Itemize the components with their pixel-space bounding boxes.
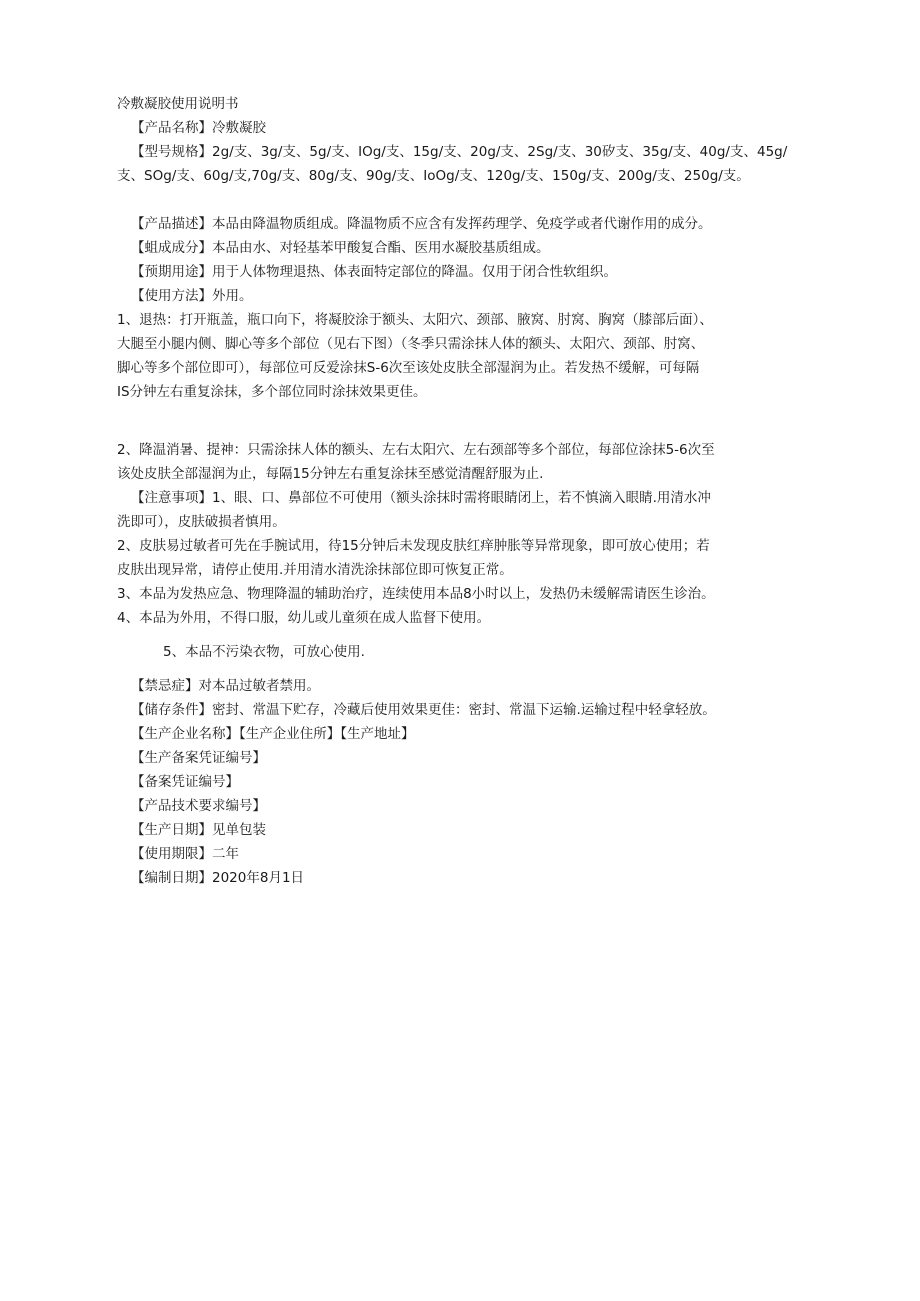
production-date: 【生产日期】见单包装 [131, 822, 266, 838]
product-name: 【产品名称】冷敷凝胶 [131, 120, 266, 136]
usage-step-1-line: IS分钟左右重复涂抹，多个部位同时涂抹效果更佳。 [117, 384, 427, 400]
compiled-date: 【编制日期】2020年8月1日 [131, 870, 305, 886]
precaution-2-line: 2、皮肤易过敏者可先在手腕试用，待15分钟后未发现皮肤红痒肿胀等异常现象，即可放心使用；若 [117, 538, 710, 554]
shelf-life: 【使用期限】二年 [131, 846, 239, 862]
usage-step-1-line: 1、退热：打开瓶盖，瓶口向下，将凝胶涂于额头、太阳穴、颈部、腋窝、肘窝、胸窝（膝部后面）、 [117, 312, 713, 328]
composition: 【蛆成成分】本品由水、对轻基苯甲酸复合酯、医用水凝胶基质组成。 [131, 240, 550, 256]
precaution-2-line: 皮肤出现异常，请停止使用.并用清水清洗涂抹部位即可恢复正常。 [117, 562, 513, 578]
record-number: 【备案凭证编号】 [131, 774, 239, 790]
spacer [117, 404, 809, 428]
contraindications: 【禁忌症】对本品过敏者禁用。 [131, 678, 320, 694]
model-spec-line-1: 【型号规格】2g/支、3g/支、5g/支、IOg/支、15g/支、20g/支、2Sg/支、30矽支、35g/支、40g/支、45g/ [131, 144, 788, 160]
usage-step-2-line: 2、降温消暑、提神：只需涂抹人体的额头、左右太阳穴、左右颈部等多个部位，每部位涂抹5-6次至 [117, 442, 715, 458]
usage-step-1 [117, 308, 809, 404]
usage-method: 【使用方法】外用。 [131, 288, 253, 304]
product-description: 【产品描述】本品由降温物质组成。降温物质不应含有发挥药理学、免疫学或者代谢作用的成分。 [131, 216, 712, 232]
usage-step-2 [117, 438, 809, 486]
spacer [117, 630, 809, 640]
storage-conditions: 【储存条件】密封、常温下贮存，冷藏后使用效果更佳：密封、常温下运输.运输过程中轻拿轻放。 [131, 702, 716, 718]
precaution-5: 5、本品不污染衣物，可放心使用. [163, 644, 365, 660]
manufacturer-info: 【生产企业名称】【生产企业住所】【生产地址】 [131, 726, 415, 742]
model-spec-line-2: 支、SOg/支、60g/支,70g/支、80g/支、90g/支、IoOg/支、120g/支、150g/支、200g/支、250g/支。 [117, 168, 750, 184]
production-record-number: 【生产备案凭证编号】 [131, 750, 266, 766]
spacer [117, 428, 809, 438]
precaution-1-line: 洗即可），皮肤破损者慎用。 [117, 514, 286, 530]
precaution-2 [117, 534, 809, 582]
document-title: 冷敷凝胶使用说明书 [117, 96, 239, 112]
usage-step-2-line: 该处皮肤全部湿润为止，每隔15分钟左右重复涂抹至感觉清醒舒服为止. [117, 466, 544, 482]
spacer [117, 664, 809, 674]
precaution-1 [117, 486, 809, 534]
precaution-1-line: 【注意事项】1、眼、口、鼻部位不可使用（额头涂抹时需将眼睛闭上，若不慎滴入眼睛.用清水冲 [131, 490, 711, 506]
spacer [117, 188, 809, 212]
intended-use: 【预期用途】用于人体物理退热、体表面特定部位的降温。仅用于闭合性软组织。 [131, 264, 617, 280]
precaution-3: 3、本品为发热应急、物理降温的辅助治疗，连续使用本品8小时以上，发热仍未缓解需请医生诊治。 [117, 586, 715, 602]
document-body [117, 92, 809, 890]
tech-requirement-number: 【产品技术要求编号】 [131, 798, 266, 814]
usage-step-1-line: 脚心等多个部位即可），每部位可反爱涂抹S-6次至该处皮肤全部湿润为止。若发热不缓解，可每隔 [117, 360, 700, 376]
precaution-4: 4、本品为外用，不得口服，幼儿或儿童须在成人监督下使用。 [117, 610, 491, 626]
usage-step-1-line: 大腿至小腿内侧、脚心等多个部位（见右下图）（冬季只需涂抹人体的额头、太阳穴、颈部、肘窝、 [117, 336, 705, 352]
